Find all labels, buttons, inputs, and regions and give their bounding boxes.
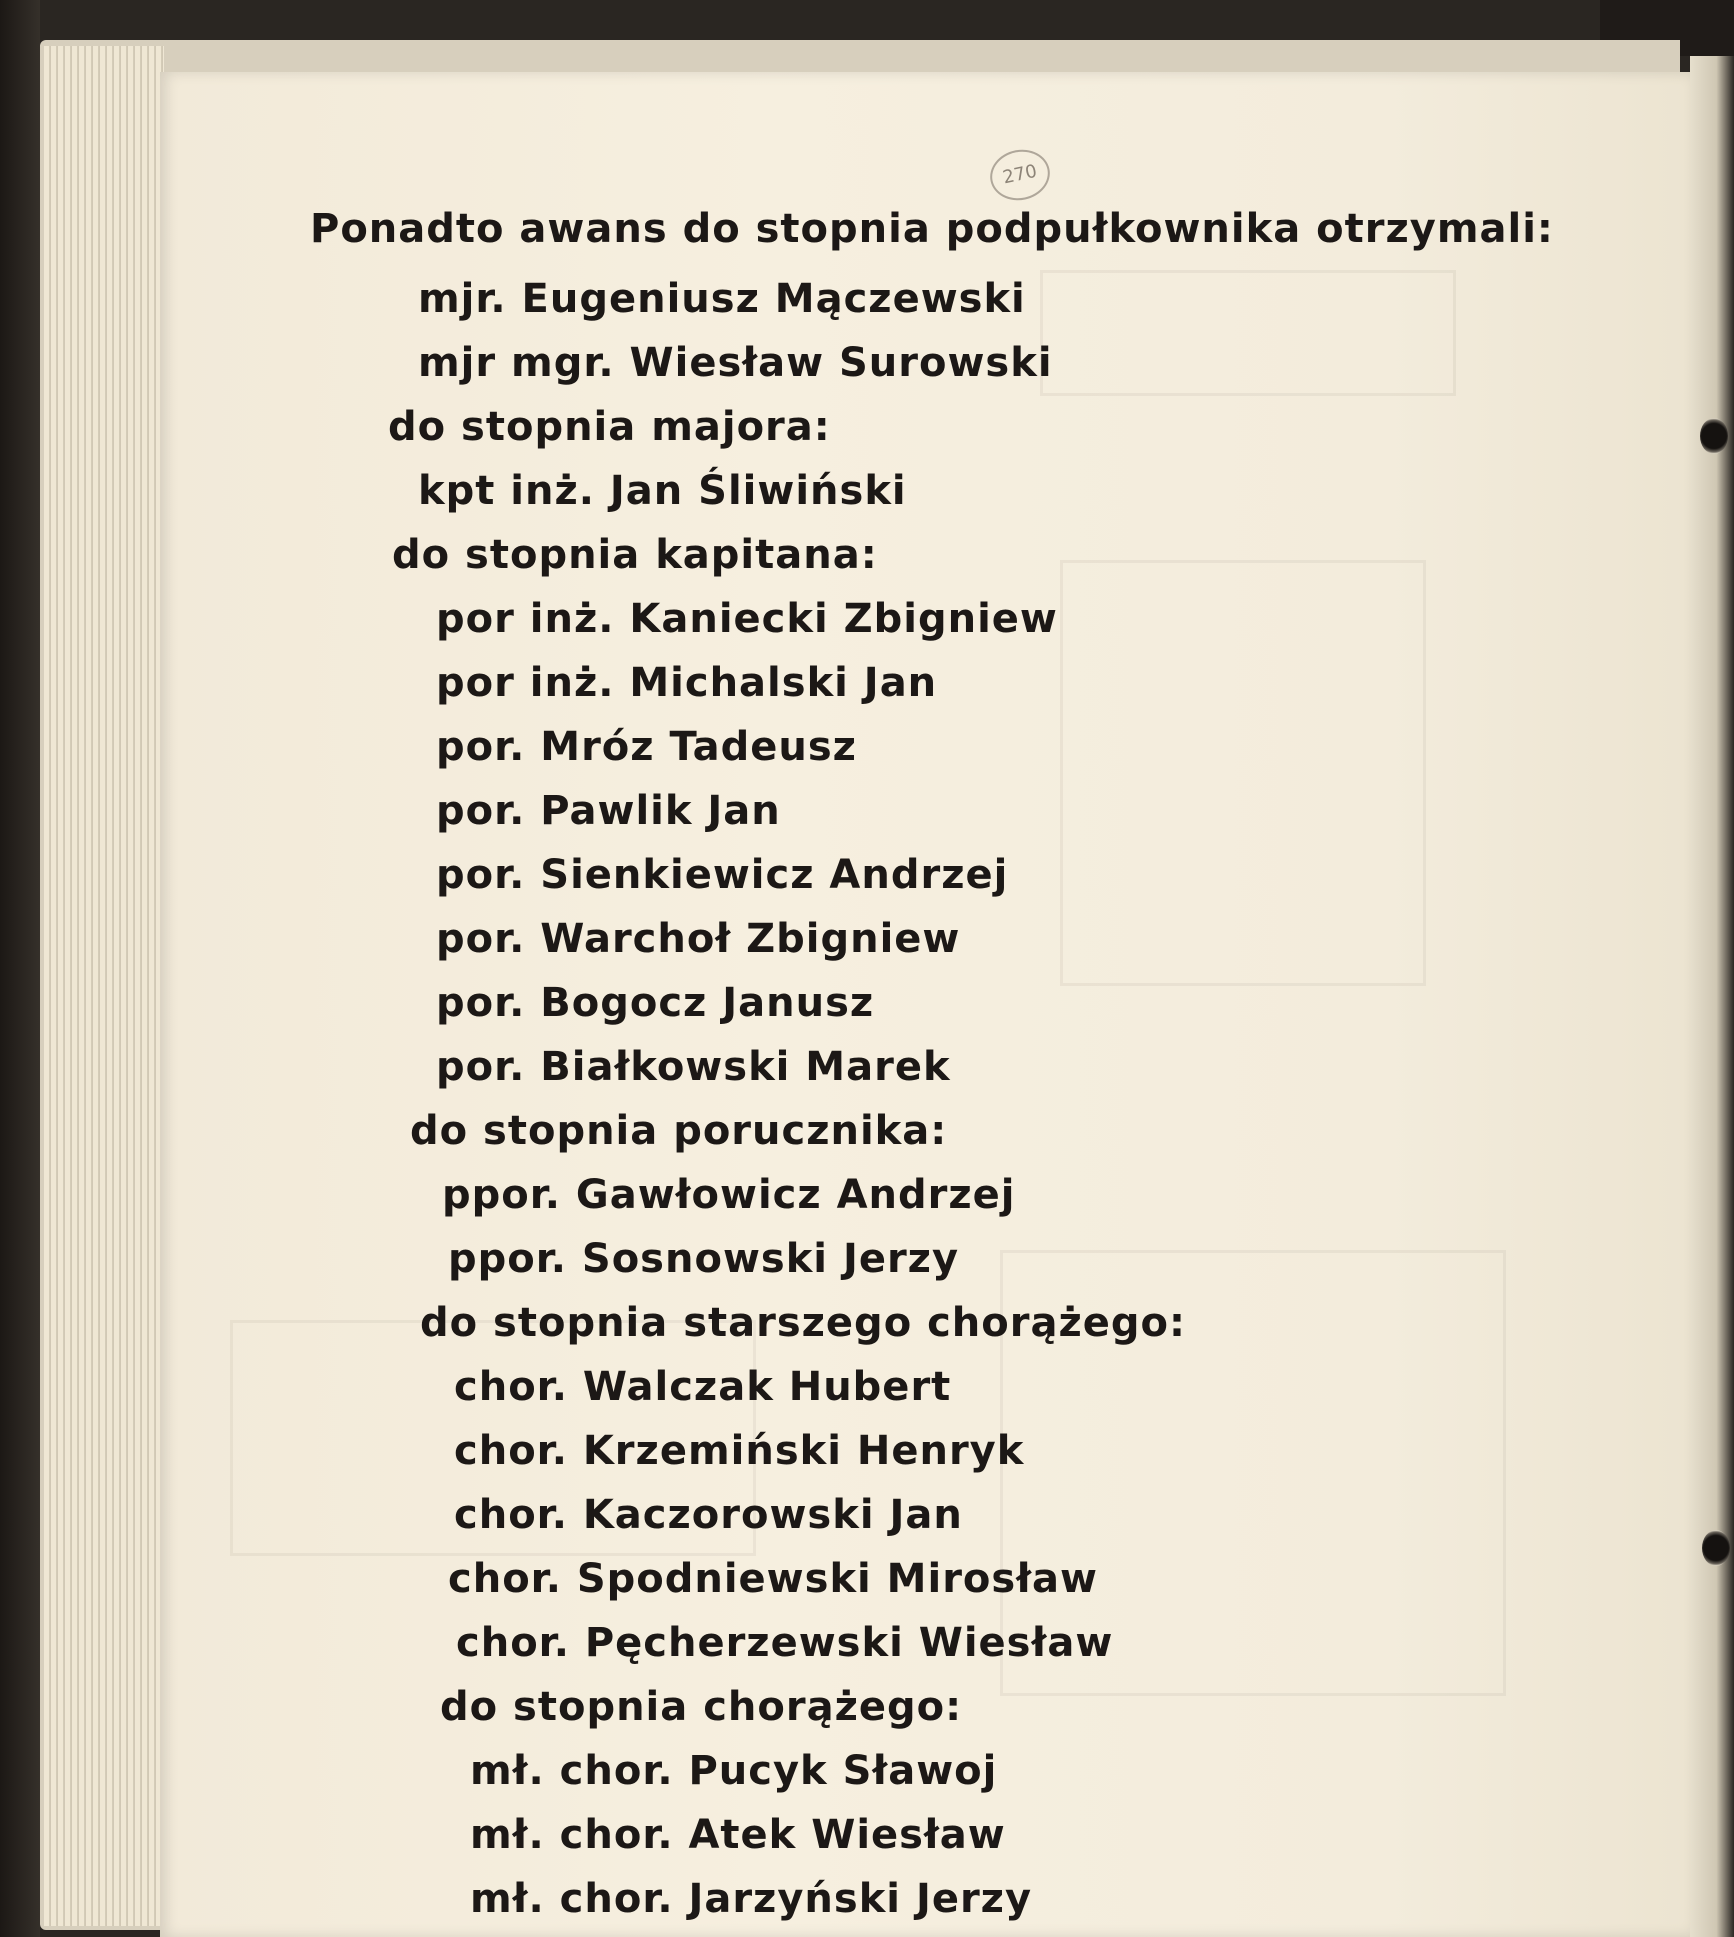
list-item: ppor. Sosnowski Jerzy	[448, 1236, 960, 1282]
list-item: chor. Pęcherzewski Wiesław	[456, 1620, 1114, 1666]
show-through-box	[1060, 560, 1426, 986]
section-heading: do stopnia starszego chorążego:	[420, 1300, 1186, 1346]
punch-hole-bottom	[1702, 1530, 1730, 1566]
list-item: mł. chor. Jarzyński Jerzy	[470, 1876, 1033, 1922]
list-item: mjr mgr. Wiesław Surowski	[418, 340, 1053, 386]
list-item: por. Białkowski Marek	[436, 1044, 951, 1090]
list-item: mjr. Eugeniusz Mączewski	[418, 276, 1026, 322]
punch-hole-top	[1700, 418, 1728, 454]
list-item: chor. Walczak Hubert	[454, 1364, 952, 1410]
list-item: por. Mróz Tadeusz	[436, 724, 857, 770]
section-heading: do stopnia kapitana:	[392, 532, 878, 578]
list-item: mł. chor. Pucyk Sławoj	[470, 1748, 998, 1794]
list-item: por. Pawlik Jan	[436, 788, 781, 834]
show-through-box	[1040, 270, 1456, 396]
list-item: por inż. Michalski Jan	[436, 660, 938, 706]
section-heading: do stopnia porucznika:	[410, 1108, 948, 1154]
book-spine	[0, 0, 40, 1937]
list-item: por. Sienkiewicz Andrzej	[436, 852, 1009, 898]
list-item: kpt inż. Jan Śliwiński	[418, 468, 907, 514]
list-item: chor. Kaczorowski Jan	[454, 1492, 963, 1538]
section-heading: do stopnia chorążego:	[440, 1684, 963, 1730]
heading: Ponadto awans do stopnia podpułkownika otrzymali:	[310, 206, 1554, 252]
section-heading: do stopnia majora:	[388, 404, 831, 450]
list-item: por. Warchoł Zbigniew	[436, 916, 961, 962]
list-item: por. Bogocz Janusz	[436, 980, 875, 1026]
list-item: chor. Krzemiński Henryk	[454, 1428, 1025, 1474]
list-item: chor. Spodniewski Mirosław	[448, 1556, 1099, 1602]
page-number: 270	[985, 144, 1054, 205]
list-item: por inż. Kaniecki Zbigniew	[436, 596, 1058, 642]
list-item: ppor. Gawłowicz Andrzej	[442, 1172, 1016, 1218]
page-edges	[44, 46, 164, 1926]
list-item: mł. chor. Atek Wiesław	[470, 1812, 1006, 1858]
page-right-edge	[1690, 56, 1734, 1937]
